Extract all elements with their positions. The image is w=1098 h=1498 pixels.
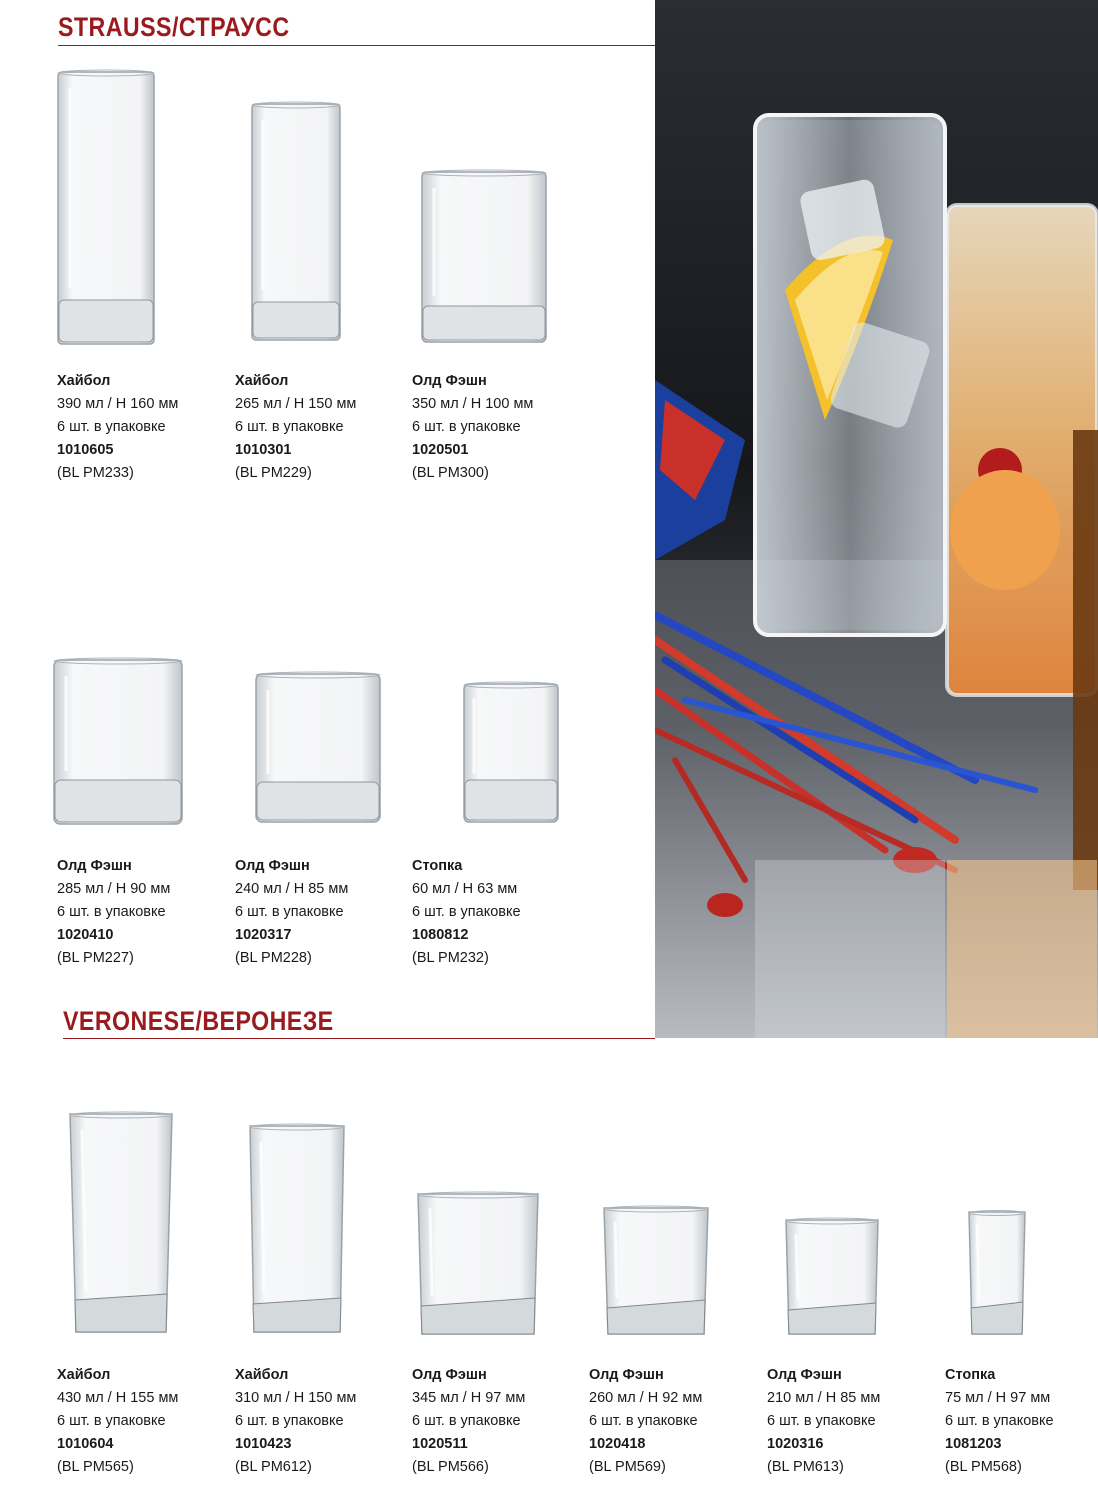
strauss-old-fashioned-285-image — [48, 656, 188, 828]
product-volume: 60 мл / Н 63 мм — [412, 881, 518, 897]
veronese-item-1 — [57, 1364, 227, 1479]
strauss-heading-rule — [58, 45, 655, 46]
product-pack: 6 шт. в упаковке — [589, 1413, 698, 1429]
product-volume: 285 мл / Н 90 мм — [57, 881, 171, 897]
veronese-old-fashioned-345-image — [412, 1188, 544, 1338]
product-pack: 6 шт. в упаковке — [57, 419, 166, 435]
product-volume: 210 мл / Н 85 мм — [767, 1390, 881, 1406]
strauss-shot-60-image — [458, 680, 564, 826]
product-name: Стопка — [412, 858, 463, 874]
veronese-shot-75-image — [964, 1208, 1030, 1338]
product-name: Хайбол — [235, 1367, 289, 1383]
product-name: Олд Фэшн — [235, 858, 310, 874]
product-volume: 265 мл / Н 150 мм — [235, 396, 357, 412]
product-code: 1020316 — [767, 1436, 824, 1452]
product-code: 1020501 — [412, 442, 469, 458]
product-volume: 260 мл / Н 92 мм — [589, 1390, 703, 1406]
product-pack: 6 шт. в упаковке — [412, 904, 521, 920]
strauss-highball-390-image — [50, 68, 162, 348]
product-volume: 350 мл / Н 100 мм — [412, 396, 534, 412]
veronese-item-6 — [945, 1364, 1095, 1479]
strauss-item-1 — [57, 370, 227, 485]
veronese-old-fashioned-260-image — [598, 1202, 714, 1338]
veronese-item-2 — [235, 1364, 405, 1479]
product-ref: (BL PM232) — [412, 950, 489, 966]
product-ref: (BL PM612) — [235, 1459, 312, 1475]
product-code: 1020317 — [235, 927, 292, 943]
product-ref: (BL PM566) — [412, 1459, 489, 1475]
product-code: 1020418 — [589, 1436, 646, 1452]
product-code: 1010605 — [57, 442, 114, 458]
strauss-item-3 — [412, 370, 582, 485]
product-ref: (BL PM568) — [945, 1459, 1022, 1475]
strauss-old-fashioned-350-image — [416, 168, 552, 346]
product-name: Олд Фэшн — [767, 1367, 842, 1383]
strauss-item-5 — [235, 855, 405, 970]
product-name: Хайбол — [57, 373, 111, 389]
veronese-item-4 — [589, 1364, 759, 1479]
product-name: Хайбол — [57, 1367, 111, 1383]
product-volume: 310 мл / Н 150 мм — [235, 1390, 357, 1406]
product-volume: 75 мл / Н 97 мм — [945, 1390, 1051, 1406]
product-name: Олд Фэшн — [412, 1367, 487, 1383]
product-name: Хайбол — [235, 373, 289, 389]
product-pack: 6 шт. в упаковке — [57, 904, 166, 920]
veronese-heading: VERONESE/ВЕРОНЕЗЕ — [63, 1006, 334, 1036]
veronese-item-3 — [412, 1364, 582, 1479]
product-pack: 6 шт. в упаковке — [412, 1413, 521, 1429]
veronese-old-fashioned-210-image — [780, 1214, 884, 1338]
product-code: 1081203 — [945, 1436, 1002, 1452]
product-code: 1080812 — [412, 927, 469, 943]
product-pack: 6 шт. в упаковке — [945, 1413, 1054, 1429]
product-ref: (BL PM565) — [57, 1459, 134, 1475]
product-code: 1010604 — [57, 1436, 114, 1452]
veronese-highball-430-image — [62, 1110, 180, 1338]
strauss-item-4 — [57, 855, 227, 970]
product-pack: 6 шт. в упаковке — [767, 1413, 876, 1429]
product-name: Олд Фэшн — [589, 1367, 664, 1383]
product-ref: (BL PM569) — [589, 1459, 666, 1475]
product-volume: 240 мл / Н 85 мм — [235, 881, 349, 897]
veronese-item-5 — [767, 1364, 937, 1479]
product-code: 1010423 — [235, 1436, 292, 1452]
strauss-heading: STRAUSS/СТРАУСС — [58, 12, 290, 42]
strauss-item-2 — [235, 370, 405, 485]
product-code: 1020511 — [412, 1436, 468, 1452]
product-name: Стопка — [945, 1367, 996, 1383]
product-ref: (BL PM300) — [412, 465, 489, 481]
product-volume: 430 мл / Н 155 мм — [57, 1390, 179, 1406]
product-volume: 345 мл / Н 97 мм — [412, 1390, 526, 1406]
product-name: Олд Фэшн — [57, 858, 132, 874]
veronese-heading-rule — [63, 1038, 655, 1039]
veronese-highball-310-image — [244, 1122, 350, 1336]
strauss-old-fashioned-240-image — [250, 670, 386, 826]
product-ref: (BL PM228) — [235, 950, 312, 966]
product-volume: 390 мл / Н 160 мм — [57, 396, 179, 412]
strauss-highball-265-image — [246, 100, 346, 345]
bar-cocktail-photo — [655, 0, 1098, 1038]
product-pack: 6 шт. в упаковке — [235, 419, 344, 435]
product-pack: 6 шт. в упаковке — [235, 904, 344, 920]
product-pack: 6 шт. в упаковке — [235, 1413, 344, 1429]
product-pack: 6 шт. в упаковке — [57, 1413, 166, 1429]
strauss-item-6 — [412, 855, 582, 970]
product-ref: (BL PM227) — [57, 950, 134, 966]
product-ref: (BL PM233) — [57, 465, 134, 481]
product-code: 1020410 — [57, 927, 114, 943]
product-pack: 6 шт. в упаковке — [412, 419, 521, 435]
product-ref: (BL PM229) — [235, 465, 312, 481]
product-ref: (BL PM613) — [767, 1459, 844, 1475]
product-code: 1010301 — [235, 442, 292, 458]
product-name: Олд Фэшн — [412, 373, 487, 389]
